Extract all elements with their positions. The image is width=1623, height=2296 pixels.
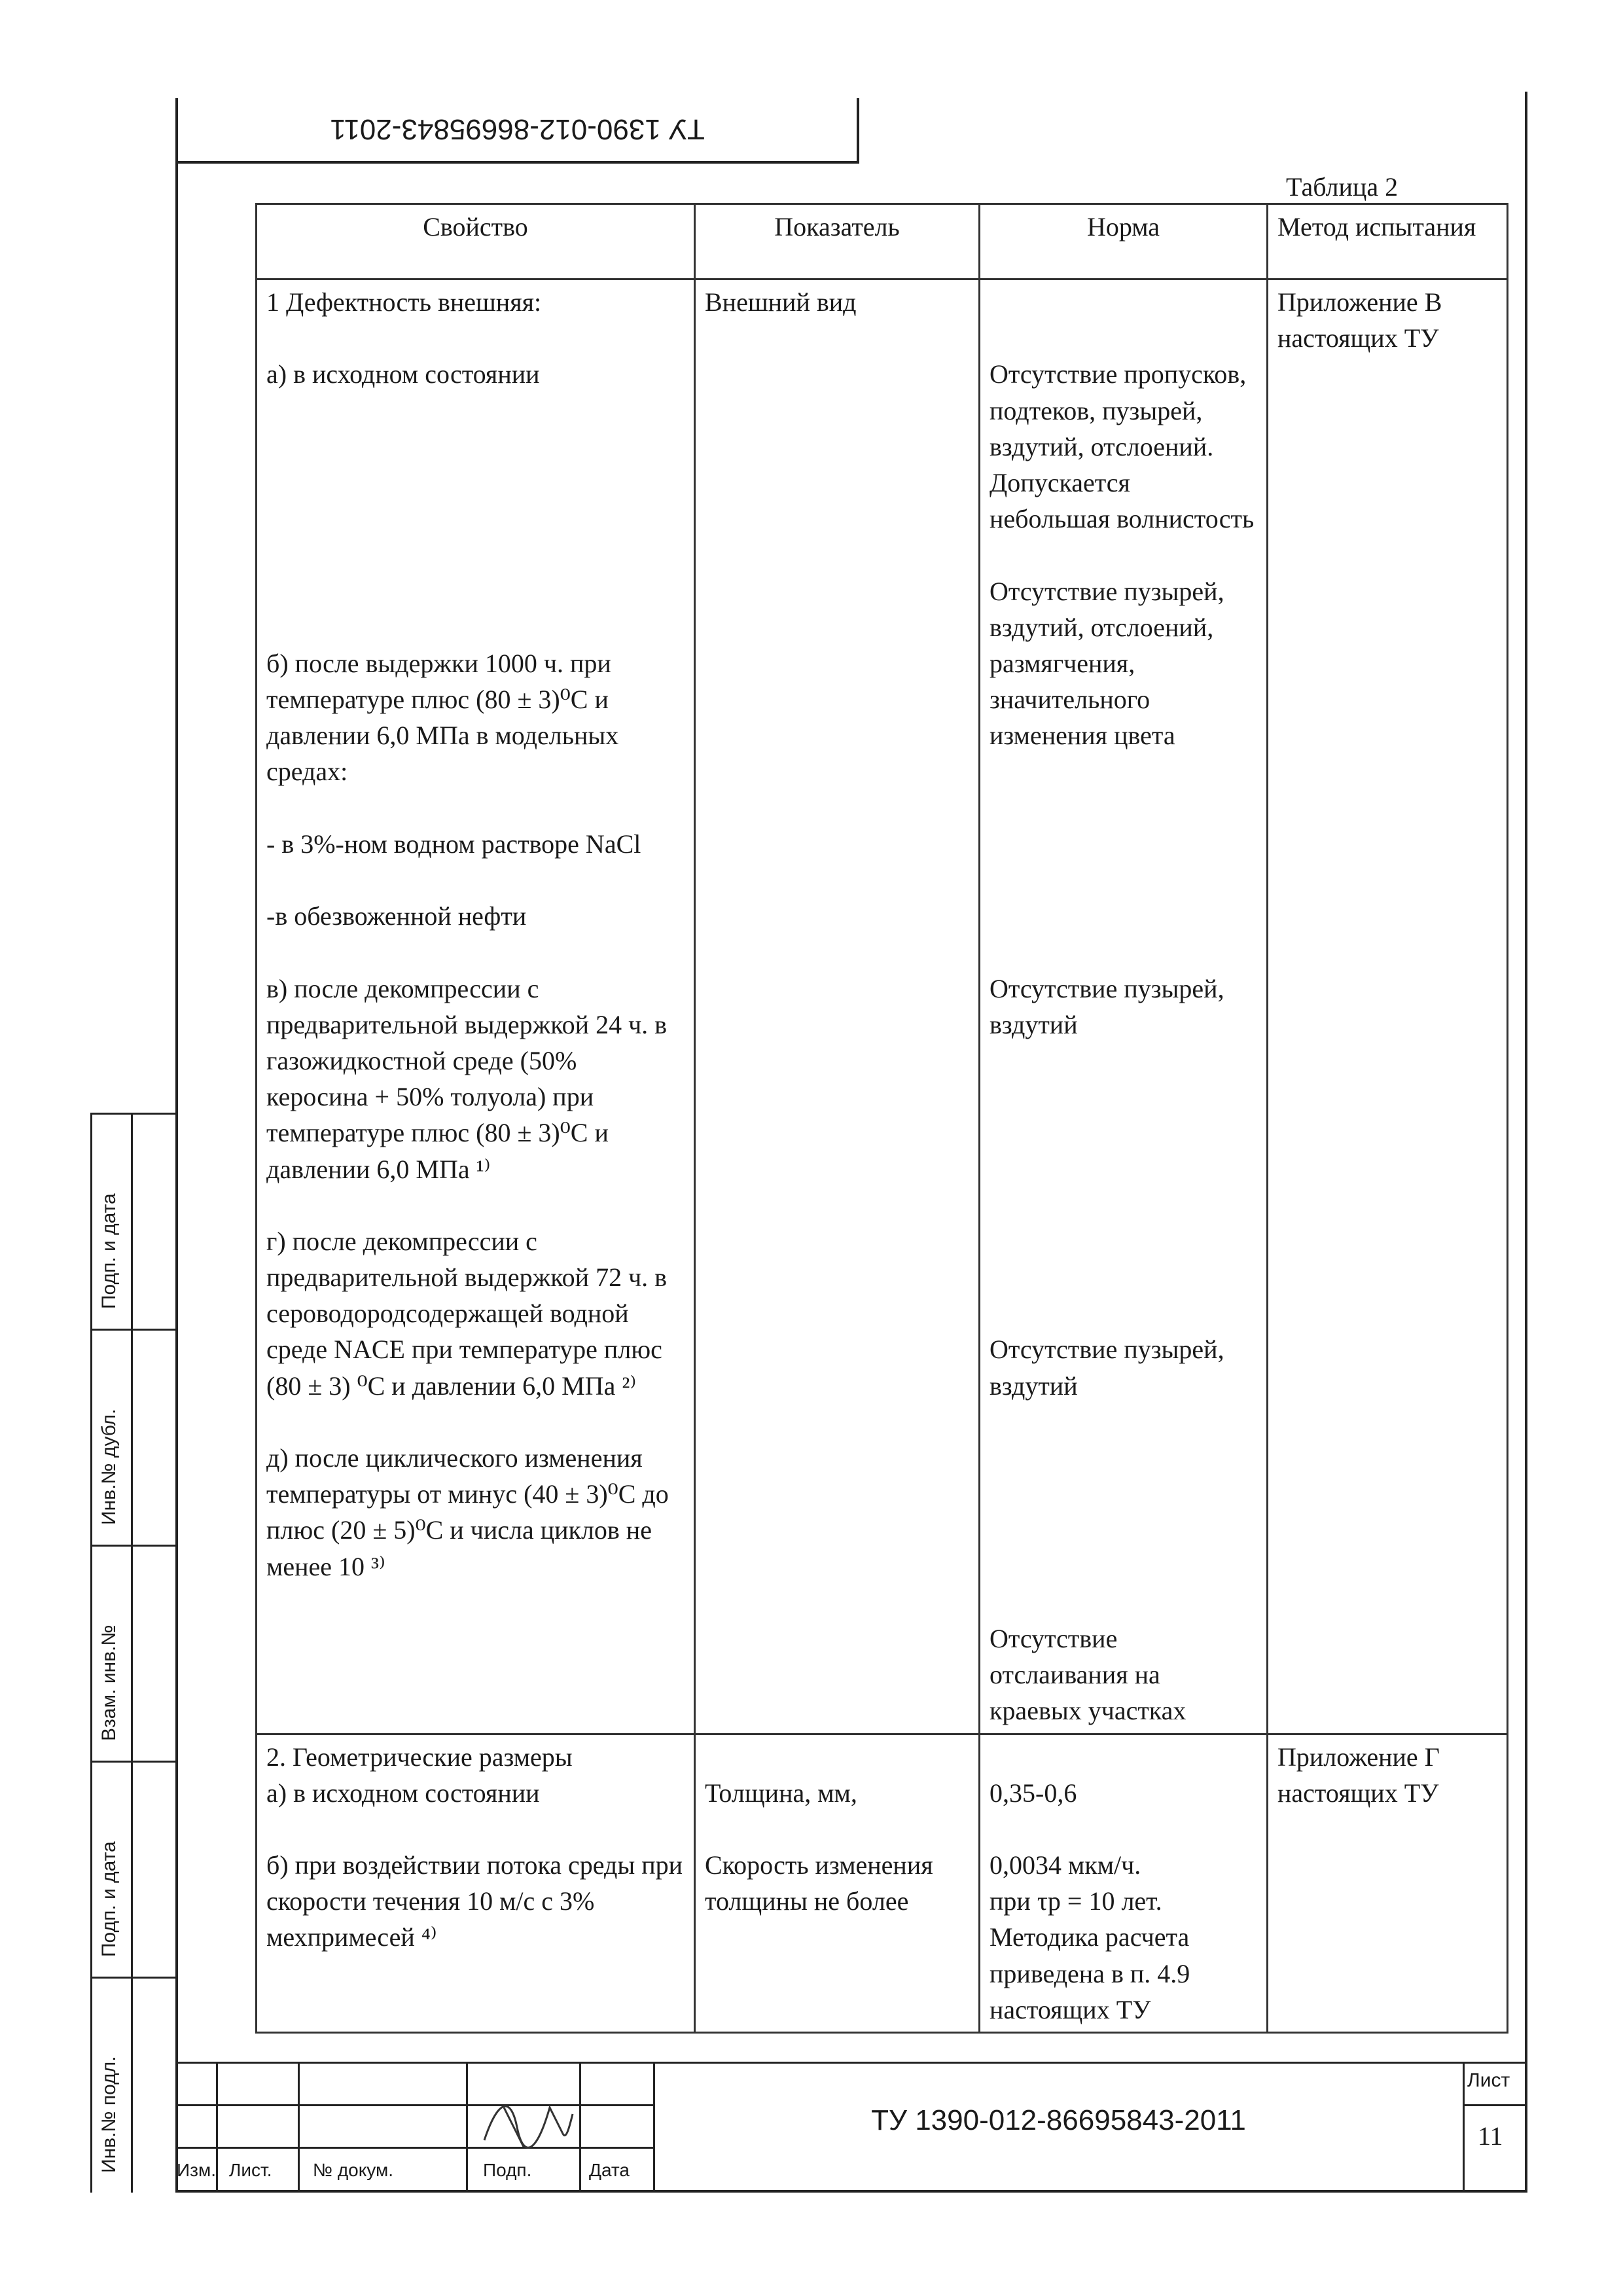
- side-label-replace-inv: Взам. инв.№: [98, 1624, 120, 1741]
- row1-property: 1 Дефектность внешняя: а) в исходном состоянии б) после выдержки 1000 ч. при температуре плюс (80 ± 3)⁰С и давлении 6,0 МПа в модельных средах: - в 3%-ном водном растворе NaCl -в обезвоженной нефти в) после декомпрессии с предварительной выдержкой 24 ч. в газожидкостной среде (50% керосина + 50% толуола) при температуре плюс (80 ± 3)⁰С и давлении 6,0 МПа ¹⁾ г) после декомпрессии с предварительной выдержкой 72 ч. в сероводородсодержащей водной среде NACE при температуре плюс (80 ± 3) ⁰С и давлении 6,0 МПа ²⁾ д) после циклического изменения температуры от минус (40 ± 3)⁰С до плюс (20 ± 5)⁰С и числа циклов не менее 10 ³⁾: [257, 279, 695, 1734]
- row1-norm: Отсутствие пропусков, подтеков, пузырей, вздутий, отслоений. Допускается небольшая волнистость Отсутствие пузырей, вздутий, отслоений, размягчения, значительного изменения цвета Отсутствие пузырей, вздутий Отсутствие пузырей, вздутий Отсутствие отслаивания на краевых участках: [980, 279, 1268, 1734]
- top-stamp: [175, 98, 859, 164]
- side-stamp-inner-divider: [131, 1113, 133, 2193]
- side-label-inv-dupl: Инв.№ дубл.: [98, 1408, 120, 1525]
- sheet-number: 11: [1478, 2121, 1503, 2151]
- col-label-doc-number: № докум.: [313, 2160, 394, 2180]
- title-block-col-sheet: [1463, 2062, 1465, 2193]
- side-label-sign-date-2: Подп. и дата: [98, 1841, 120, 1957]
- top-document-code: ТУ 1390-012-86695843-2011: [330, 113, 705, 145]
- table-row: [257, 1734, 1508, 2033]
- side-label-sign-date-1: Подп. и дата: [98, 1193, 120, 1309]
- row1-method: Приложение В настоящих ТУ: [1268, 279, 1508, 1734]
- col-label-date: Дата: [589, 2160, 630, 2180]
- row2-method: Приложение Г настоящих ТУ: [1268, 1734, 1508, 2033]
- col-label-signature: Подп.: [483, 2160, 532, 2180]
- title-block-col-3: [466, 2062, 468, 2193]
- col-label-sheet: Лист.: [229, 2160, 272, 2180]
- header-norm: Норма: [980, 204, 1268, 279]
- header-indicator: Показатель: [695, 204, 980, 279]
- sheet-label: Лист: [1467, 2070, 1510, 2091]
- title-block-col-4: [579, 2062, 581, 2193]
- side-stamp-sep-2: [90, 1545, 178, 1547]
- row1-indicator: Внешний вид: [695, 279, 980, 1734]
- side-stamp-sep-3: [90, 1761, 178, 1763]
- frame-bottom-border: [175, 2190, 1527, 2193]
- col-label-change: Изм.: [177, 2160, 216, 2180]
- table-label: Таблица 2: [1286, 172, 1399, 202]
- table-row: [257, 279, 1508, 1734]
- frame-right-border: [1525, 92, 1527, 2193]
- side-stamp-top: [90, 1113, 178, 1115]
- row2-norm: 0,35-0,6 0,0034 мкм/ч. при τр = 10 лет. Методика расчета приведена в п. 4.9 настоящих ТУ: [980, 1734, 1268, 2033]
- title-block-col-2: [298, 2062, 300, 2193]
- header-method: Метод испытания: [1268, 204, 1508, 279]
- title-block-row-1: [175, 2104, 653, 2106]
- side-stamp-outer-left: [90, 1113, 92, 2193]
- side-label-inv-orig: Инв.№ подл.: [98, 2056, 120, 2173]
- title-block-col-1: [216, 2062, 218, 2193]
- frame-left-border: [175, 98, 178, 2193]
- specification-table: [255, 203, 1508, 2034]
- title-block-top: [175, 2062, 1527, 2064]
- signature-scribble: [478, 2088, 576, 2160]
- title-block-sheet-divider: [1463, 2104, 1527, 2106]
- header-property: Свойство: [257, 204, 695, 279]
- row2-indicator: Толщина, мм, Скорость изменения толщины не более: [695, 1734, 980, 2033]
- row2-property: 2. Геометрические размеры а) в исходном состоянии б) при воздействии потока среды при скорости течения 10 м/с с 3% мехпримесей ⁴⁾: [257, 1734, 695, 2033]
- side-stamp-sep-1: [90, 1329, 178, 1331]
- side-stamp-sep-4: [90, 1977, 178, 1979]
- table-header-row: [257, 204, 1508, 279]
- title-block-document-code: ТУ 1390-012-86695843-2011: [871, 2104, 1246, 2136]
- title-block-row-2: [175, 2147, 653, 2149]
